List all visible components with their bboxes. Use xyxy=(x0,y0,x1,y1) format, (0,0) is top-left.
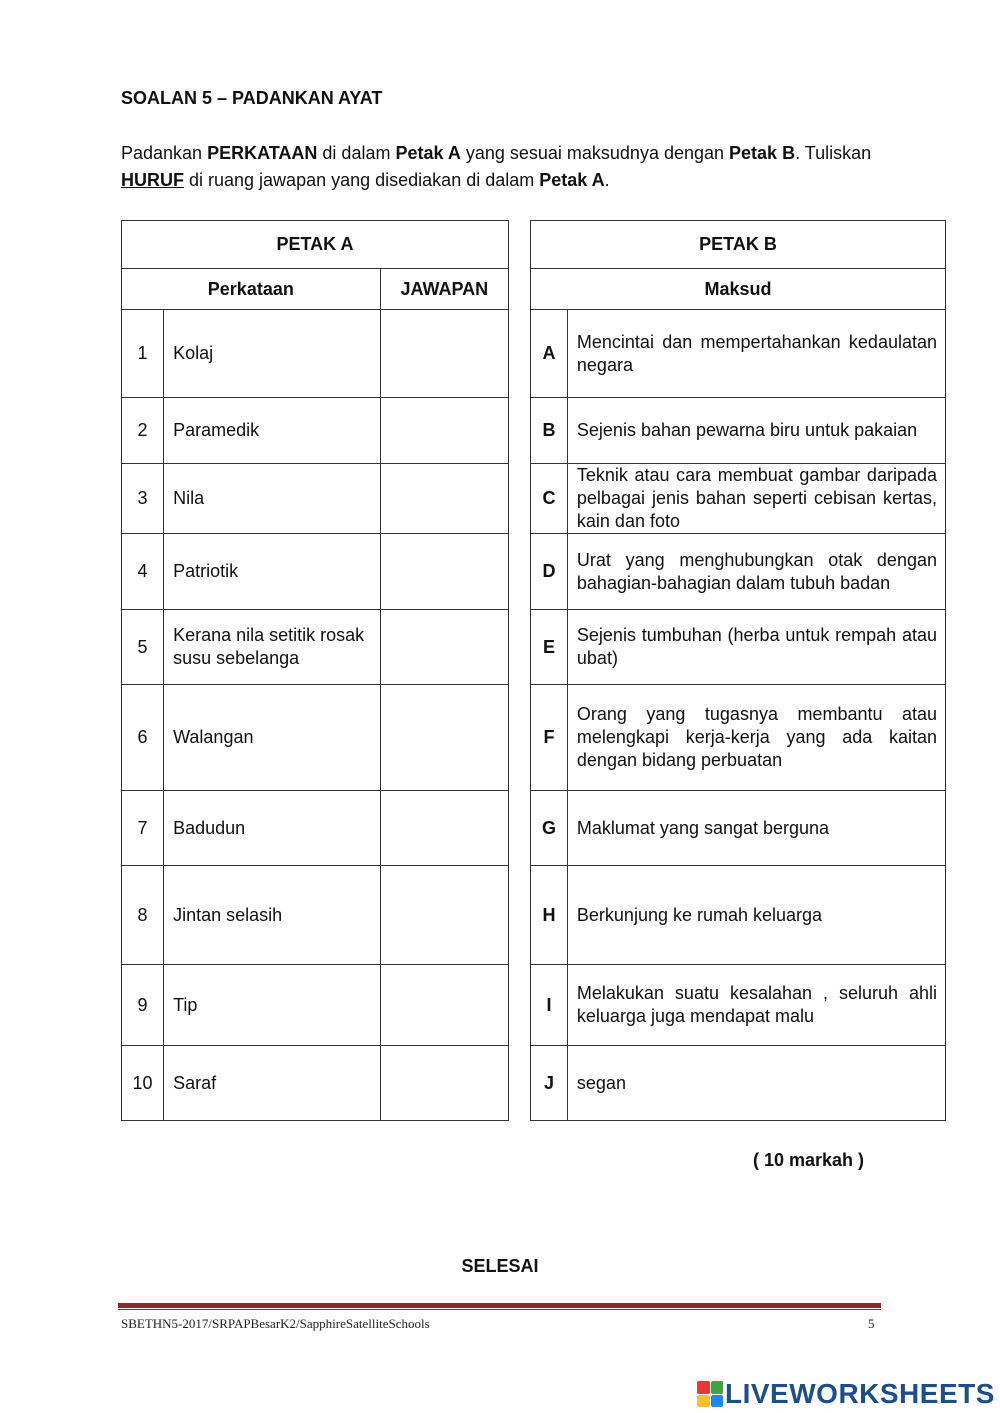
meaning-cell: segan xyxy=(567,1046,945,1121)
table-row xyxy=(531,310,946,398)
table-row xyxy=(531,610,946,685)
table-row xyxy=(122,791,509,866)
meaning-cell: Teknik atau cara membuat gambar daripada pelbagai jenis bahan seperti cebisan kertas, kain dan foto xyxy=(567,464,945,534)
word-cell: Kerana nila setitik rosak susu sebelanga xyxy=(164,610,381,685)
word-cell: Jintan selasih xyxy=(164,866,381,965)
option-letter: C xyxy=(531,464,568,534)
marks-label: ( 10 markah ) xyxy=(753,1150,865,1170)
table-row xyxy=(122,398,509,464)
petak-b-table xyxy=(530,220,946,1121)
word-cell: Tip xyxy=(164,965,381,1046)
answer-cell[interactable] xyxy=(380,791,508,866)
option-letter: F xyxy=(531,685,568,791)
meaning-cell: Sejenis tumbuhan (herba untuk rempah atau ubat) xyxy=(567,610,945,685)
answer-cell[interactable] xyxy=(380,398,508,464)
answer-cell[interactable] xyxy=(380,965,508,1046)
logo-square xyxy=(711,1395,724,1408)
row-number: 9 xyxy=(122,965,164,1046)
word-cell: Badudun xyxy=(164,791,381,866)
option-letter: E xyxy=(531,610,568,685)
table-row xyxy=(531,791,946,866)
liveworksheets-brand[interactable] xyxy=(697,1378,995,1410)
logo-square xyxy=(711,1381,724,1394)
row-number: 2 xyxy=(122,398,164,464)
answer-cell[interactable] xyxy=(380,866,508,965)
option-letter: B xyxy=(531,398,568,464)
end-label: SELESAI xyxy=(461,1256,539,1276)
table-row xyxy=(531,534,946,610)
option-letter: J xyxy=(531,1046,568,1121)
column-header-maksud: Maksud xyxy=(531,269,946,310)
table-row xyxy=(531,866,946,965)
footer-rule xyxy=(118,1303,881,1308)
meaning-cell: Maklumat yang sangat berguna xyxy=(567,791,945,866)
word-cell: Paramedik xyxy=(164,398,381,464)
row-number: 7 xyxy=(122,791,164,866)
word-cell: Patriotik xyxy=(164,534,381,610)
row-number: 1 xyxy=(122,310,164,398)
table-row xyxy=(122,610,509,685)
page-number: 5 xyxy=(868,1316,875,1331)
liveworksheets-logo-icon xyxy=(697,1381,723,1407)
row-number: 5 xyxy=(122,610,164,685)
table-row xyxy=(531,965,946,1046)
table-row xyxy=(531,685,946,791)
meaning-cell: Sejenis bahan pewarna biru untuk pakaian xyxy=(567,398,945,464)
answer-cell[interactable] xyxy=(380,534,508,610)
petak-a-title: PETAK A xyxy=(122,221,509,269)
word-cell: Walangan xyxy=(164,685,381,791)
word-cell: Nila xyxy=(164,464,381,534)
meaning-cell: Orang yang tugasnya membantu atau melengkapi kerja-kerja yang ada kaitan dengan bidang perbuatan xyxy=(567,685,945,791)
row-number: 6 xyxy=(122,685,164,791)
table-row xyxy=(122,310,509,398)
option-letter: G xyxy=(531,791,568,866)
answer-cell[interactable] xyxy=(380,685,508,791)
word-cell: Kolaj xyxy=(164,310,381,398)
row-number: 4 xyxy=(122,534,164,610)
table-row xyxy=(531,1046,946,1121)
brand-name: LIVEWORKSHEETS xyxy=(725,1378,995,1409)
row-number: 8 xyxy=(122,866,164,965)
petak-a-table xyxy=(121,220,509,1121)
option-letter: D xyxy=(531,534,568,610)
footer-rule-thin xyxy=(118,1309,881,1310)
instruction-text: Padankan PERKATAAN di dalam Petak A yang sesuai maksudnya dengan Petak B. Tuliskan HURUF di ruang jawapan yang disediakan di dalam Petak A. xyxy=(121,143,872,190)
table-row xyxy=(531,398,946,464)
option-letter: A xyxy=(531,310,568,398)
column-header-perkataan: Perkataan xyxy=(122,269,381,310)
table-row xyxy=(122,464,509,534)
option-letter: H xyxy=(531,866,568,965)
meaning-cell: Berkunjung ke rumah keluarga xyxy=(567,866,945,965)
column-header-jawapan: JAWAPAN xyxy=(380,269,508,310)
answer-cell[interactable] xyxy=(380,610,508,685)
word-cell: Saraf xyxy=(164,1046,381,1121)
row-number: 10 xyxy=(122,1046,164,1121)
table-row xyxy=(122,965,509,1046)
table-row xyxy=(122,534,509,610)
meaning-cell: Mencintai dan mempertahankan kedaulatan negara xyxy=(567,310,945,398)
logo-square xyxy=(697,1381,710,1394)
option-letter: I xyxy=(531,965,568,1046)
answer-cell[interactable] xyxy=(380,1046,508,1121)
logo-square xyxy=(697,1395,710,1408)
table-row xyxy=(122,1046,509,1121)
answer-cell[interactable] xyxy=(380,310,508,398)
meaning-cell: Urat yang menghubungkan otak dengan bahagian-bahagian dalam tubuh badan xyxy=(567,534,945,610)
meaning-cell: Melakukan suatu kesalahan , seluruh ahli keluarga juga mendapat malu xyxy=(567,965,945,1046)
table-row xyxy=(122,685,509,791)
footer-code: SBETHN5-2017/SRPAPBesarK2/SapphireSatelliteSchools xyxy=(121,1316,430,1331)
row-number: 3 xyxy=(122,464,164,534)
petak-b-title: PETAK B xyxy=(531,221,946,269)
table-row xyxy=(122,866,509,965)
answer-cell[interactable] xyxy=(380,464,508,534)
table-row xyxy=(531,464,946,534)
question-title: SOALAN 5 – PADANKAN AYAT xyxy=(121,88,383,108)
